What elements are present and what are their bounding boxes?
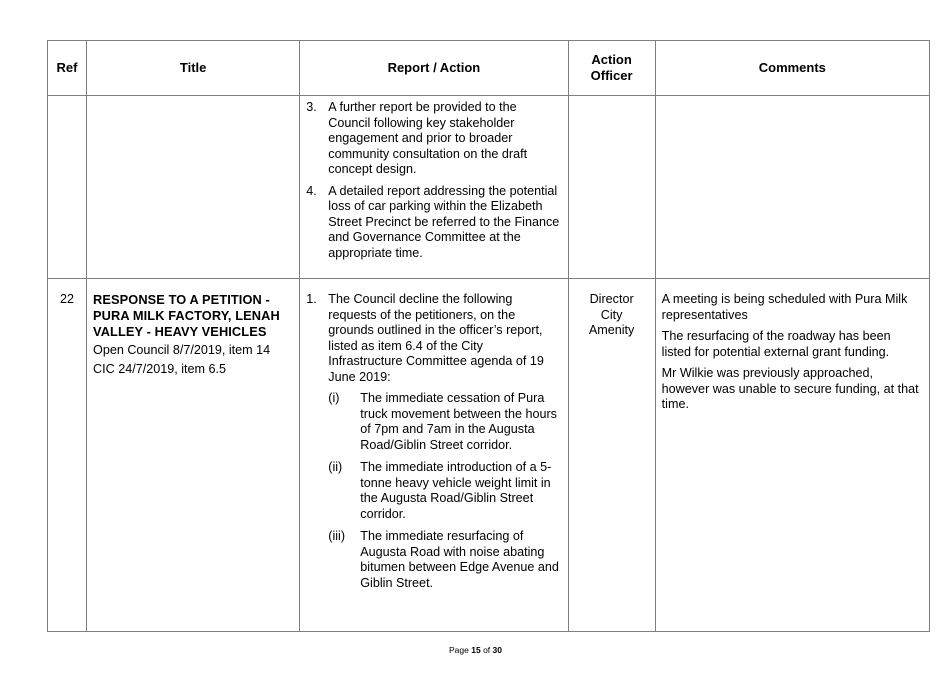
sub-item-text: The immediate introduction of a 5-tonne heavy vehicle weight limit in the Augusta Road/Giblin Street corridor. <box>360 460 552 521</box>
table-row-22 <box>48 279 930 632</box>
list-item <box>306 184 559 262</box>
list-item-text: The Council decline the following requests of the petitioners, on the grounds outlined in the officer’s report, listed as item 6.4 of the City Infrastructure Committee agenda of 19 June 2019: <box>328 292 544 384</box>
list-item-text: A further report be provided to the Council following key stakeholder engagement and prior to broader community consultation on the draft concept design. <box>328 100 528 176</box>
meeting-reference-1: Open Council 8/7/2019, item 14 <box>93 343 271 357</box>
sub-list-item <box>328 391 559 453</box>
list-item-number: 1. <box>306 292 317 306</box>
action-table <box>47 40 930 632</box>
header-ref: Ref <box>48 41 87 96</box>
header-officer-line2: Officer <box>590 68 633 83</box>
officer-line1: Director <box>589 292 634 306</box>
table-row-continued <box>48 96 930 279</box>
list-item <box>306 100 559 178</box>
table-header-row <box>48 41 930 96</box>
comment-paragraph: Mr Wilkie was previously approached, however was unable to secure funding, at that time. <box>661 366 919 411</box>
cell-report-continued <box>300 96 568 279</box>
header-comments: Comments <box>655 41 929 96</box>
cell-title-empty <box>87 96 300 279</box>
sub-list-item <box>328 460 559 522</box>
list-item-number: 3. <box>306 100 317 114</box>
meeting-reference-2: CIC 24/7/2019, item 6.5 <box>93 361 227 376</box>
sub-item-text: The immediate resurfacing of Augusta Road with noise abating bitumen between Edge Avenue and Giblin Street. <box>360 529 559 590</box>
cell-comments <box>655 279 929 632</box>
sub-item-number: (i) <box>328 391 340 405</box>
sub-item-number: (iii) <box>328 529 346 543</box>
comment-paragraph: The resurfacing of the roadway has been listed for potential external grant funding. <box>661 329 891 359</box>
header-action-officer <box>568 41 655 96</box>
footer-total-pages: 30 <box>492 645 502 655</box>
cell-ref-empty <box>48 96 87 279</box>
header-title: Title <box>87 41 300 96</box>
officer-line2: City <box>600 307 623 322</box>
sub-item-number: (ii) <box>328 460 343 474</box>
list-item <box>306 292 559 385</box>
list-item-number: 4. <box>306 183 317 198</box>
page-footer <box>0 645 951 655</box>
cell-comments-empty <box>655 96 929 279</box>
item-title: RESPONSE TO A PETITION - PURA MILK FACTORY, LENAH VALLEY - HEAVY VEHICLES <box>93 292 280 339</box>
sub-list <box>328 391 559 591</box>
cell-report-action <box>300 279 568 632</box>
list-item-text: A detailed report addressing the potential loss of car parking within the Elizabeth Street Precinct be referred to the Finance and Governance Committee at the appropriate time. <box>328 183 560 260</box>
footer-of: of <box>483 645 491 655</box>
sub-item-text: The immediate cessation of Pura truck movement between the hours of 7pm and 7am in the Augusta Road/Giblin Street corridor. <box>360 391 557 452</box>
officer-line3: Amenity <box>588 323 635 337</box>
cell-action-officer <box>568 279 655 632</box>
comment-paragraph: A meeting is being scheduled with Pura Milk representatives <box>661 292 908 322</box>
cell-ref: 22 <box>48 279 87 632</box>
footer-current-page: 15 <box>471 645 481 655</box>
sub-list-item <box>328 529 559 591</box>
cell-title <box>87 279 300 632</box>
header-officer-line1: Action <box>591 52 632 67</box>
footer-page-prefix: Page <box>448 645 469 655</box>
header-report-action: Report / Action <box>300 41 568 96</box>
cell-officer-empty <box>568 96 655 279</box>
